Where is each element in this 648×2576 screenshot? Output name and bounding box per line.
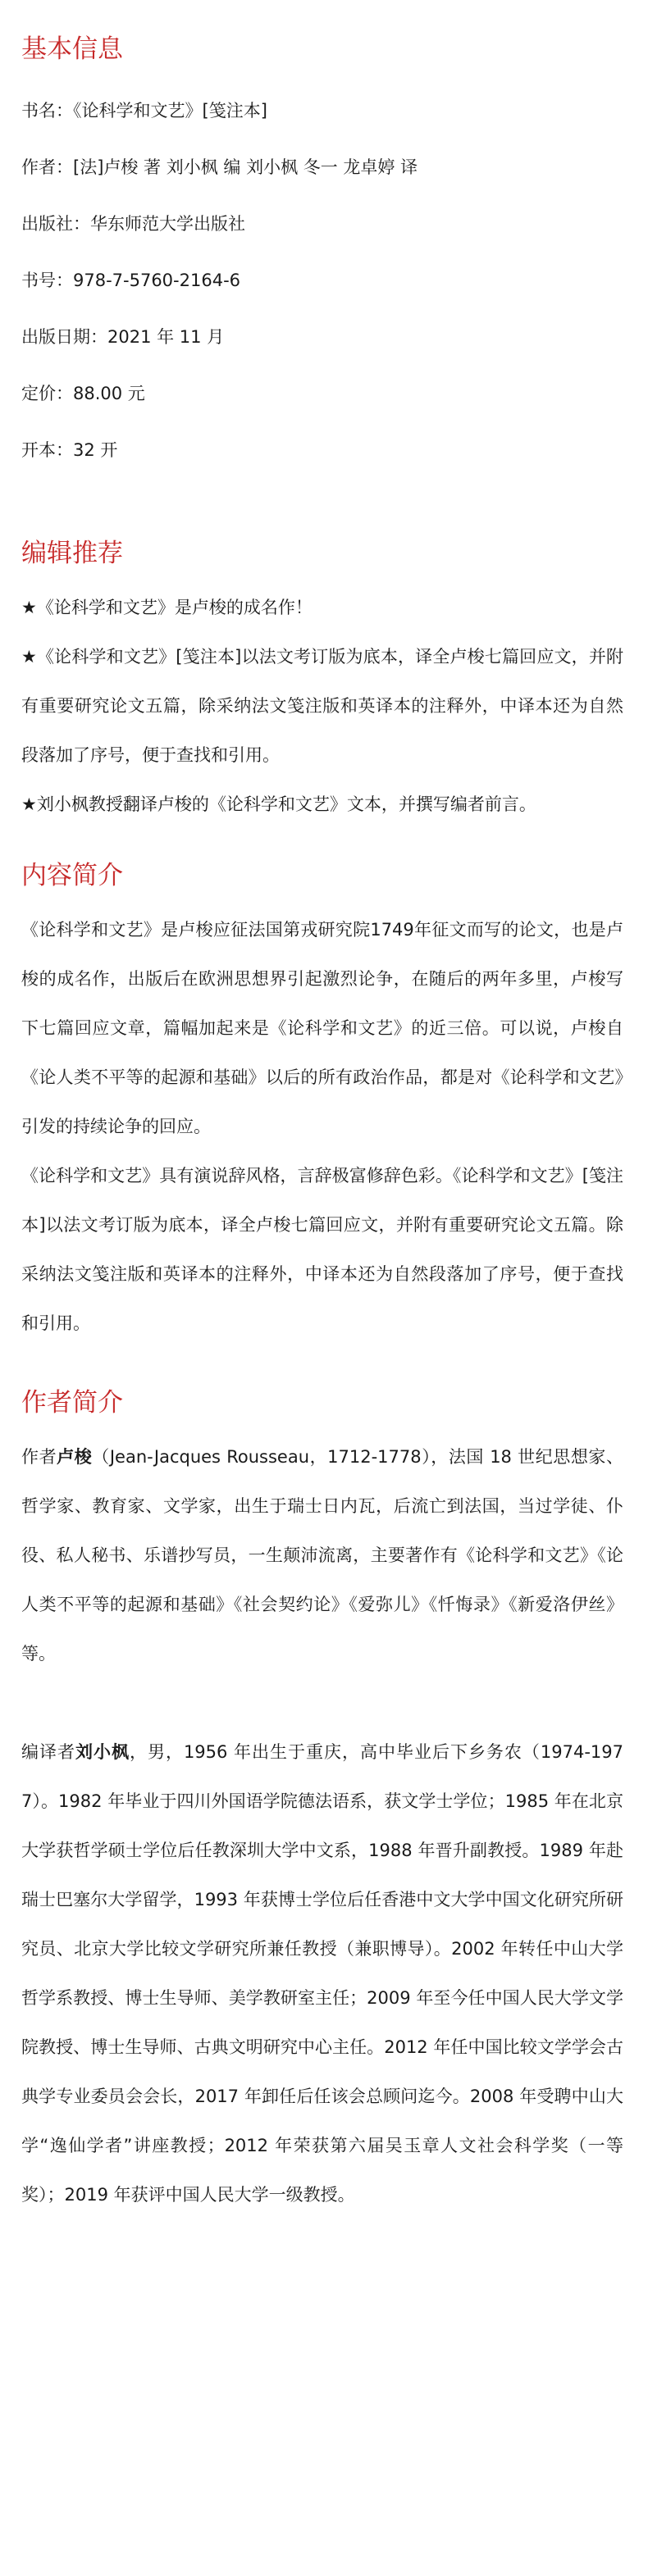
book-info-page (0, 34, 648, 2219)
info-price: 定价：88.00 元 (21, 384, 145, 403)
author-intro-section (21, 1390, 623, 2219)
basic-info-section (21, 34, 623, 498)
translator-bio-prefix: 编译者 (21, 1742, 75, 1762)
recommend-item: ★《论科学和文艺》是卢梭的成名作！ (21, 598, 313, 617)
translator-bio-paragraph (21, 1727, 623, 2219)
author-bio-prefix: 作者 (21, 1447, 57, 1467)
editor-recommend-title: 编辑推荐 (21, 539, 123, 568)
basic-info-title: 基本信息 (21, 34, 123, 64)
author-name: 卢梭 (57, 1447, 93, 1467)
author-bio-paragraph (21, 1432, 623, 1678)
editor-recommend-section (21, 541, 623, 829)
info-isbn: 书号：978-7-5760-2164-6 (21, 271, 241, 290)
author-intro-title: 作者简介 (21, 1388, 123, 1418)
info-book-title: 书名：《论科学和文艺》[笺注本] (21, 101, 267, 121)
content-summary-section (21, 863, 623, 1348)
content-summary-title: 内容简介 (21, 861, 123, 890)
translator-bio-text: ，男，1956 年出生于重庆，高中毕业后下乡务农（1974-1977）。1982 年毕业于四川外国语学院德法语系，获文学士学位；1985 年在北京大学获哲学硕士学位后任教深圳大学中文系，1988 年晋升副教授。1989 年赴瑞士巴塞尔大学留学，1993 年获博士学位后任香港中文大学中国文化研究所研究员、北京大学比较文学研究所兼任教授（兼职博导）。2002 年转任中山大学哲学系教授、博士生导师、美学教研室主任；2009 年至今任中国人民大学文学院教授、博士生导师、古典文明研究中心主任。2012 年任中国比较文学学会古典学专业委员会会长，2017 年卸任后任该会总顾问迄今。2008 年受聘中山大学“逸仙学者”讲座教授；2012 年荣获第六届吴玉章人文社会科学奖（一等奖）；2019 年获评中国人民大学一级教授。 (21, 1742, 624, 2205)
summary-paragraph: 《论科学和文艺》具有演说辞风格，言辞极富修辞色彩。《论科学和文艺》[笺注本]以法文考订版为底本，译全卢梭七篇回应文，并附有重要研究论文五篇。除采纳法文笺注版和英译本的注释外，中译本还为自然段落加了序号，便于查找和引用。 (21, 1166, 623, 1333)
recommend-item: ★《论科学和文艺》[笺注本]以法文考订版为底本，译全卢梭七篇回应文，并附有重要研究论文五篇，除采纳法文笺注版和英译本的注释外，中译本还为自然段落加了序号，便于查找和引用。 (21, 647, 623, 765)
translator-name: 刘小枫 (75, 1742, 130, 1762)
author-bio-text: （Jean-Jacques Rousseau，1712-1778），法国 18 世纪思想家、哲学家、教育家、文学家，出生于瑞士日内瓦，后流亡到法国，当过学徒、仆役、私人秘书、乐谱抄写员，一生颠沛流离，主要著作有《论科学和文艺》《论人类不平等的起源和基础》《社会契约论》《爱弥儿》《忏悔录》《新爱洛伊丝》等。 (21, 1447, 623, 1663)
recommend-item: ★刘小枫教授翻译卢梭的《论科学和文艺》文本，并撰写编者前言。 (21, 794, 536, 814)
info-format: 开本：32 开 (21, 440, 118, 460)
info-pub-date: 出版日期：2021 年 11 月 (21, 327, 225, 347)
info-authors: 作者：[法]卢梭 著 刘小枫 编 刘小枫 冬一 龙卓婷 译 (21, 157, 418, 177)
summary-paragraph: 《论科学和文艺》是卢梭应征法国第戎研究院1749年征文而写的论文，也是卢梭的成名作，出版后在欧洲思想界引起激烈论争，在随后的两年多里，卢梭写下七篇回应文章，篇幅加起来是《论科学和文艺》的近三倍。可以说，卢梭自《论人类不平等的起源和基础》以后的所有政治作品，都是对《论科学和文艺》引发的持续论争的回应。 (21, 920, 623, 1136)
info-publisher: 出版社：华东师范大学出版社 (21, 214, 245, 234)
